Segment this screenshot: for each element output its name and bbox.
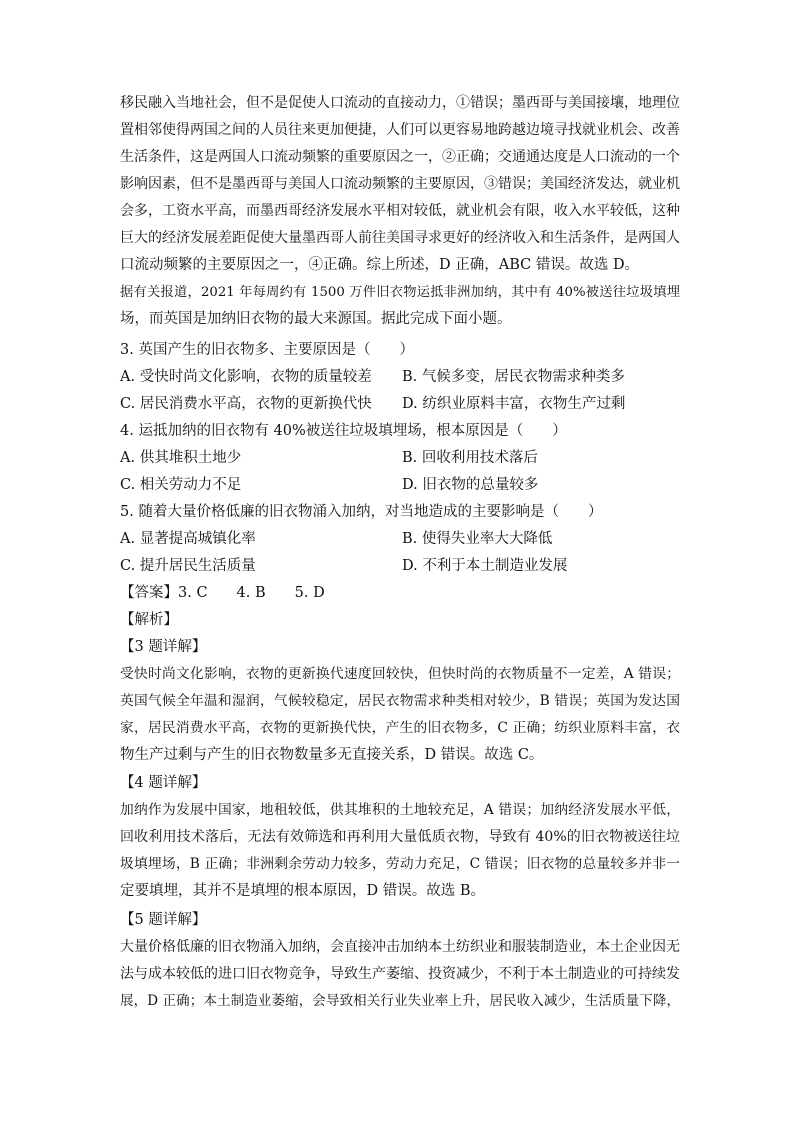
q3-detail-line: 英国气候全年温和湿润，气候较稳定，居民衣物需求种类相对较少，B 错误；英国为发达国 <box>120 693 680 709</box>
q5-detail-line: 展，D 正确；本土制造业萎缩，会导致相关行业失业率上升，居民收入减少，生活质量下降， <box>120 993 680 1009</box>
q3-option-b: B. 气候多变，居民衣物需求种类多 <box>402 369 625 385</box>
q5-option-b: B. 使得失业率大大降低 <box>402 531 553 547</box>
answer-line: 【答案】3. C 4. B 5. D <box>120 585 325 601</box>
q5-option-c: C. 提升居民生活质量 <box>120 558 256 574</box>
question-4-stem: 4. 运抵加纳的旧衣物有 40%被送往垃圾填埋场，根本原因是（ ） <box>120 423 567 439</box>
paragraph-line: 移民融入当地社会，但不是促使人口流动的直接动力，①错误；墨西哥与美国接壤，地理位 <box>120 95 680 111</box>
q3-detail-title: 【3 题详解】 <box>120 639 207 655</box>
question-3-stem: 3. 英国产生的旧衣物多、主要原因是（ ） <box>120 342 414 358</box>
q3-detail-line: 受快时尚文化影响，衣物的更新换代速度回较快，但快时尚的衣物质量不一定差，A 错误； <box>120 666 680 682</box>
paragraph-line: 生活条件，这是两国人口流动频繁的重要原因之一，②正确；交通通达度是人口流动的一个 <box>120 149 680 165</box>
intro-line: 据有关报道，2021 年每周约有 1500 万件旧衣物运抵非洲加纳，其中有 40%被送往垃圾填埋 <box>120 285 680 300</box>
q5-detail-line: 法与成本较低的进口旧衣物竞争，导致生产萎缩、投资减少，不利于本土制造业的可持续发 <box>120 966 680 982</box>
q4-option-a: A. 供其堆积土地少 <box>120 450 242 466</box>
analysis-label: 【解析】 <box>120 612 178 628</box>
paragraph-line: 口流动频繁的主要原因之一，④正确。综上所述，D 正确，ABC 错误。故选 D。 <box>120 257 640 273</box>
q4-detail-line: 圾填埋场，B 正确；非洲剩余劳动力较多，劳动力充足，C 错误；旧衣物的总量较多并非一 <box>120 856 680 872</box>
q4-detail-line: 回收利用技术落后，无法有效筛选和再利用大量低质衣物，导致有 40%的旧衣物被送往垃 <box>120 829 680 845</box>
q3-option-c: C. 居民消费水平高，衣物的更新换代快 <box>120 396 372 412</box>
q3-detail-line: 家，居民消费水平高，衣物的更新换代快，产生的旧衣物多，C 正确；纺织业原料丰富，衣 <box>120 720 680 736</box>
q3-option-d: D. 纺织业原料丰富，衣物生产过剩 <box>402 396 626 412</box>
paragraph-line: 置相邻使得两国之间的人员往来更加便捷，人们可以更容易地跨越边境寻找就业机会、改善 <box>120 122 680 138</box>
q5-option-d: D. 不利于本土制造业发展 <box>402 558 568 574</box>
q4-option-c: C. 相关劳动力不足 <box>120 477 242 493</box>
q4-detail-title: 【4 题详解】 <box>120 775 207 791</box>
q4-option-d: D. 旧衣物的总量较多 <box>402 477 539 493</box>
q3-option-a: A. 受快时尚文化影响，衣物的质量较差 <box>120 369 372 385</box>
q5-detail-title: 【5 题详解】 <box>120 912 207 928</box>
paragraph-line: 影响因素，但不是墨西哥与美国人口流动频繁的主要原因，③错误；美国经济发达，就业机 <box>120 176 680 192</box>
intro-line: 场，而英国是加纳旧衣物的最大来源国。据此完成下面小题。 <box>120 311 512 327</box>
paragraph-line: 巨大的经济发展差距促使大量墨西哥人前往美国寻求更好的经济收入和生活条件，是两国人 <box>120 230 680 246</box>
paragraph-line: 会多，工资水平高，而墨西哥经济发展水平相对较低，就业机会有限，收入水平较低，这种 <box>120 203 680 219</box>
question-5-stem: 5. 随着大量价格低廉的旧衣物涌入加纳，对当地造成的主要影响是（ ） <box>120 504 603 520</box>
q5-detail-line: 大量价格低廉的旧衣物涌入加纳，会直接冲击加纳本土纺织业和服装制造业，本土企业因无 <box>120 939 680 955</box>
q4-detail-line: 定要填埋，其并不是填埋的根本原因，D 错误。故选 B。 <box>120 883 485 899</box>
q4-option-b: B. 回收利用技术落后 <box>402 450 538 466</box>
q4-detail-line: 加纳作为发展中国家，地租较低，供其堆积的土地较充足，A 错误；加纳经济发展水平低， <box>120 802 680 818</box>
q3-detail-line: 物生产过剩与产生的旧衣物数量多无直接关系，D 错误。故选 C。 <box>120 747 544 763</box>
q5-option-a: A. 显著提高城镇化率 <box>120 531 256 547</box>
